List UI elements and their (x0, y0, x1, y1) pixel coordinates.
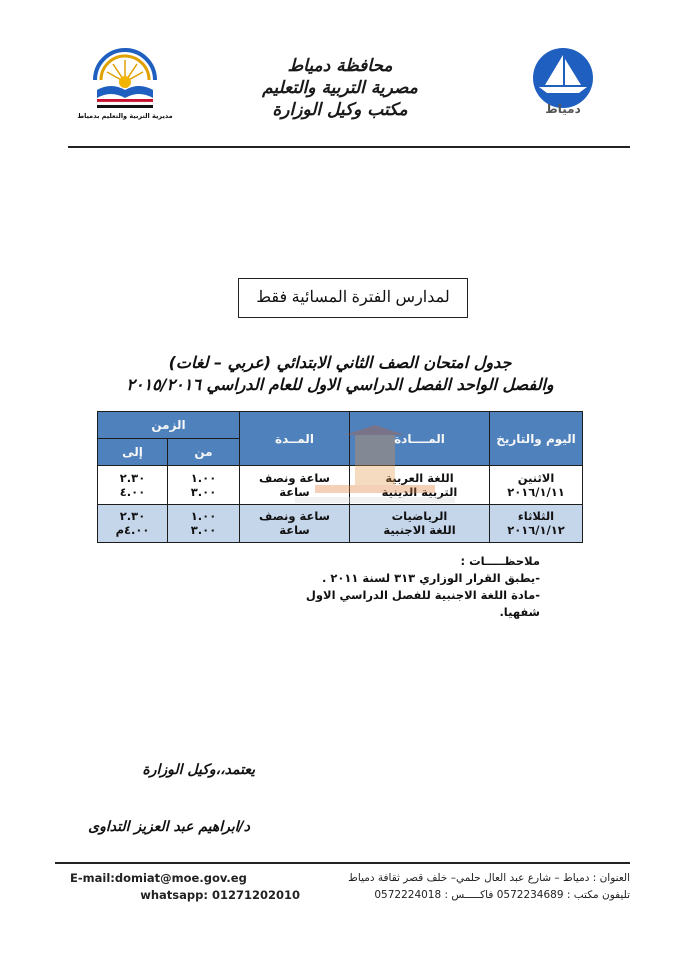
footer-email: E-mail:domiat@moe.gov.eg (70, 871, 247, 885)
notes-section (270, 553, 540, 621)
from-cell (168, 504, 240, 543)
day-name: الثلاثاء (517, 509, 555, 524)
subject-name: اللغة الاجنبية (383, 523, 456, 538)
duration-cell (240, 504, 350, 543)
duration-cell (240, 466, 350, 505)
footer-contact (70, 870, 300, 904)
from-time: ٣.٠٠ (190, 484, 217, 499)
subject-cell (350, 466, 490, 505)
footer-address (345, 870, 630, 904)
title-line-1: جدول امتحان الصف الثاني الابتدائي (عربي – لغات) (168, 353, 512, 372)
table-row (98, 466, 583, 505)
footer-divider (55, 862, 630, 864)
subject-name: التربية الدينية (381, 484, 458, 499)
to-cell (98, 466, 168, 505)
subject-cell (350, 504, 490, 543)
evening-schools-notice: لمدارس الفترة المسائية فقط (238, 278, 468, 318)
logo-wordmark: دمياط (545, 102, 581, 116)
header-to: إلى (98, 439, 168, 466)
from-time: ٣.٠٠ (190, 523, 217, 538)
duration-value: ساعة ونصف (259, 509, 330, 524)
header-duration: المــدة (240, 412, 350, 466)
title-line-2: والفصل الواحد الفصل الدراسي الاول للعام الدراسي ٢٠١٥/٢٠١٦ (126, 375, 554, 394)
governorate-title: محافظة دمياط (287, 56, 393, 76)
header-day-date: اليوم والتاريخ (490, 412, 583, 466)
duration-value: ساعة (279, 523, 310, 538)
notes-heading: ملاحظـــــات : (460, 554, 540, 568)
day-date-cell (490, 466, 583, 505)
duration-value: ساعة (279, 484, 310, 499)
to-time: ٢.٣٠ (119, 470, 146, 485)
directorate-title: مصرية التربية والتعليم (262, 78, 418, 98)
footer-whatsapp: whatsapp: 01271202010 (140, 888, 300, 902)
damietta-logo (517, 45, 607, 120)
office-title: مكتب وكيل الوزارة (272, 100, 408, 120)
header-time: الزمن (98, 412, 240, 439)
subject-name: اللغة العربية (385, 470, 454, 485)
footer-phones: تليفون مكتب : 0572234689 فاكـــــس : 0572224018 (374, 889, 630, 901)
header-divider (68, 146, 630, 148)
header-from: من (168, 439, 240, 466)
day-name: الاثنين (517, 470, 555, 485)
logo-caption: مديرية التربية والتعليم بدمياط (77, 112, 173, 120)
duration-value: ساعة ونصف (259, 470, 330, 485)
header-title-block (230, 55, 450, 121)
note-item: -يطبق القرار الوزاري ٣١٣ لسنة ٢٠١١ . (321, 571, 540, 585)
to-cell (98, 504, 168, 543)
note-item: -مادة اللغة الاجنبية للفصل الدراسي الاول شفهيا. (305, 588, 540, 619)
approval-line: يعتمد،،وكيل الوزارة (142, 762, 255, 778)
day-date-cell (490, 504, 583, 543)
exam-schedule-table (97, 411, 583, 543)
exam-date: ٢٠١٦/١/١٢ (507, 523, 565, 538)
to-time: ٢.٣٠ (119, 509, 146, 524)
from-time: ١.٠٠ (190, 509, 217, 524)
directorate-logo (75, 42, 175, 122)
from-cell (168, 466, 240, 505)
header-subject: المــــادة (350, 412, 490, 466)
from-time: ١.٠٠ (190, 470, 217, 485)
exam-date: ٢٠١٦/١/١١ (507, 484, 565, 499)
signer-name: د/ابراهيم عبد العزيز التداوى (88, 819, 250, 835)
subject-name: الرياضيات (391, 509, 448, 524)
footer-address-line: العنوان : دمياط – شارع عبد العال حلمي– خلف قصر ثقافة دمياط (348, 872, 630, 884)
exam-title (90, 352, 590, 396)
table-row (98, 504, 583, 543)
to-time: ٤.٠٠م (115, 523, 150, 538)
to-time: ٤.٠٠ (119, 484, 146, 499)
